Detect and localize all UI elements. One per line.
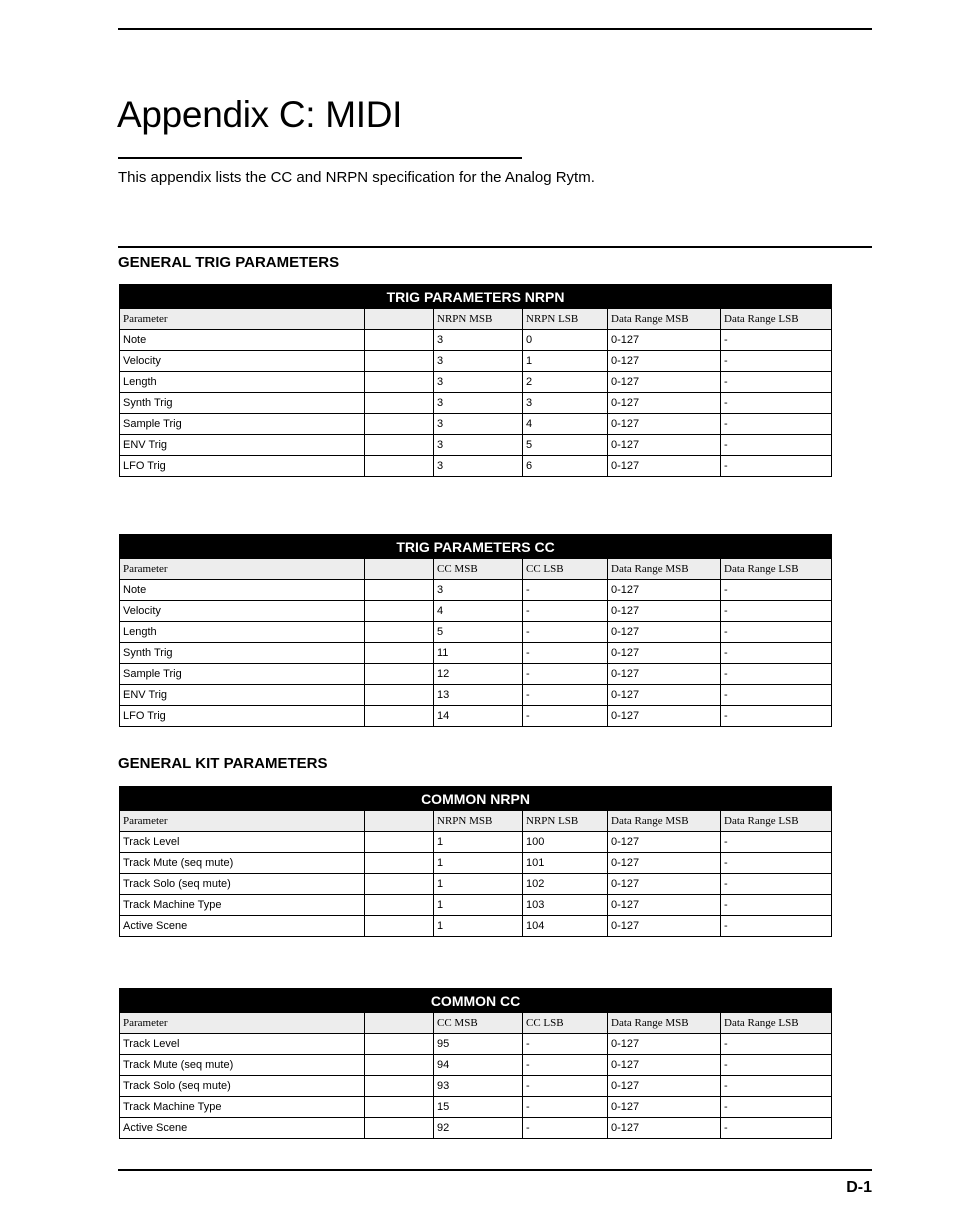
table-cell: ENV Trig xyxy=(120,685,365,706)
table-cell: 5 xyxy=(523,435,608,456)
table-row xyxy=(120,622,832,643)
column-header: Data Range MSB xyxy=(608,309,721,330)
intro-paragraph: This appendix lists the CC and NRPN specification for the Analog Rytm. xyxy=(118,169,595,186)
table-caption: TRIG PARAMETERS NRPN xyxy=(120,285,832,309)
table-cell: 4 xyxy=(523,414,608,435)
column-header: Parameter xyxy=(120,309,365,330)
column-header: NRPN LSB xyxy=(523,811,608,832)
table-cell: 14 xyxy=(434,706,523,727)
table-cell: - xyxy=(523,1118,608,1139)
table-row xyxy=(120,1097,832,1118)
column-header: Parameter xyxy=(120,559,365,580)
table-cell xyxy=(365,1055,434,1076)
table-row xyxy=(120,435,832,456)
table-row xyxy=(120,456,832,477)
column-header: CC MSB xyxy=(434,559,523,580)
table-cell: 3 xyxy=(434,456,523,477)
column-header: NRPN MSB xyxy=(434,309,523,330)
table-cell: - xyxy=(721,414,832,435)
table-cell: Track Level xyxy=(120,832,365,853)
table-cell: 0-127 xyxy=(608,351,721,372)
table-cell: 93 xyxy=(434,1076,523,1097)
table-cell: - xyxy=(721,1076,832,1097)
section-rule xyxy=(118,246,872,248)
table-cell xyxy=(365,456,434,477)
table-caption: TRIG PARAMETERS CC xyxy=(120,535,832,559)
table-cell: 6 xyxy=(523,456,608,477)
table-cell: 3 xyxy=(434,580,523,601)
table-row xyxy=(120,685,832,706)
column-header xyxy=(365,559,434,580)
table-cell xyxy=(365,351,434,372)
table-cell: - xyxy=(523,664,608,685)
table-cell: - xyxy=(721,643,832,664)
table-cell xyxy=(365,1076,434,1097)
table-cell xyxy=(365,832,434,853)
column-header: CC MSB xyxy=(434,1013,523,1034)
table-cell: - xyxy=(721,372,832,393)
title-underline xyxy=(118,157,522,159)
column-header: Data Range LSB xyxy=(721,559,832,580)
table-caption: COMMON NRPN xyxy=(120,787,832,811)
table-cell: - xyxy=(523,1076,608,1097)
table-cell xyxy=(365,916,434,937)
table-cell: - xyxy=(523,643,608,664)
section-heading-trig: GENERAL TRIG PARAMETERS xyxy=(118,254,340,271)
table-cell xyxy=(365,1097,434,1118)
table-cell xyxy=(365,1034,434,1055)
table-cell: 1 xyxy=(523,351,608,372)
common-nrpn-table xyxy=(119,786,832,937)
table-cell: 0-127 xyxy=(608,372,721,393)
table-cell: 0-127 xyxy=(608,706,721,727)
column-header: NRPN LSB xyxy=(523,309,608,330)
table-cell: Synth Trig xyxy=(120,643,365,664)
table-cell: 1 xyxy=(434,895,523,916)
table-cell xyxy=(365,643,434,664)
table-cell xyxy=(365,895,434,916)
table-cell: - xyxy=(721,393,832,414)
table-cell: Track Level xyxy=(120,1034,365,1055)
section-heading-kit: GENERAL KIT PARAMETERS xyxy=(118,755,328,772)
table-row xyxy=(120,895,832,916)
table-header-row xyxy=(120,559,832,580)
table-cell: - xyxy=(721,1055,832,1076)
table-row xyxy=(120,916,832,937)
table-cell xyxy=(365,393,434,414)
table-cell xyxy=(365,853,434,874)
table-cell: - xyxy=(523,580,608,601)
column-header: Data Range MSB xyxy=(608,559,721,580)
table-cell xyxy=(365,664,434,685)
table-row xyxy=(120,580,832,601)
column-header: Data Range LSB xyxy=(721,811,832,832)
table-cell: 0-127 xyxy=(608,1118,721,1139)
table-cell: Track Mute (seq mute) xyxy=(120,1055,365,1076)
table-cell: 3 xyxy=(434,372,523,393)
table-cell: LFO Trig xyxy=(120,706,365,727)
table-row xyxy=(120,643,832,664)
bottom-rule xyxy=(118,1169,872,1171)
table-cell: 2 xyxy=(523,372,608,393)
table-cell: 100 xyxy=(523,832,608,853)
table-cell: Sample Trig xyxy=(120,664,365,685)
table-cell xyxy=(365,435,434,456)
table-cell: 3 xyxy=(434,435,523,456)
column-header: Parameter xyxy=(120,811,365,832)
table-cell: 0-127 xyxy=(608,580,721,601)
table-cell: Synth Trig xyxy=(120,393,365,414)
table-caption: COMMON CC xyxy=(120,989,832,1013)
table-cell: - xyxy=(721,351,832,372)
table-cell: 1 xyxy=(434,853,523,874)
table-row xyxy=(120,1034,832,1055)
table-cell: 0-127 xyxy=(608,456,721,477)
table-cell: 3 xyxy=(523,393,608,414)
table-cell xyxy=(365,580,434,601)
table-cell: Track Solo (seq mute) xyxy=(120,874,365,895)
top-rule xyxy=(118,28,872,30)
table-cell: - xyxy=(523,601,608,622)
table-row xyxy=(120,1076,832,1097)
table-cell: 3 xyxy=(434,414,523,435)
table-row xyxy=(120,1055,832,1076)
table-cell: LFO Trig xyxy=(120,456,365,477)
table-cell: - xyxy=(721,580,832,601)
table-cell: 0-127 xyxy=(608,664,721,685)
column-header: Data Range LSB xyxy=(721,1013,832,1034)
table-row xyxy=(120,832,832,853)
table-cell: 0-127 xyxy=(608,330,721,351)
table-row xyxy=(120,1118,832,1139)
table-row xyxy=(120,414,832,435)
table-cell: 0-127 xyxy=(608,853,721,874)
common-cc-table xyxy=(119,988,832,1139)
table-cell: 0-127 xyxy=(608,1076,721,1097)
table-cell: - xyxy=(721,832,832,853)
table-cell: - xyxy=(721,622,832,643)
table-cell: 104 xyxy=(523,916,608,937)
table-cell: - xyxy=(721,1034,832,1055)
table-cell: Length xyxy=(120,372,365,393)
table-cell xyxy=(365,874,434,895)
table-cell: Track Mute (seq mute) xyxy=(120,853,365,874)
table-row xyxy=(120,393,832,414)
trig-nrpn-table xyxy=(119,284,832,477)
table-cell: - xyxy=(721,916,832,937)
table-cell xyxy=(365,1118,434,1139)
table-cell: Track Solo (seq mute) xyxy=(120,1076,365,1097)
table-cell: - xyxy=(721,1097,832,1118)
table-cell: Note xyxy=(120,330,365,351)
table-cell: 102 xyxy=(523,874,608,895)
column-header: CC LSB xyxy=(523,1013,608,1034)
column-header xyxy=(365,811,434,832)
table-cell: 5 xyxy=(434,622,523,643)
table-cell: 0-127 xyxy=(608,393,721,414)
column-header: CC LSB xyxy=(523,559,608,580)
table-cell: - xyxy=(721,435,832,456)
table-cell xyxy=(365,706,434,727)
table-cell: 12 xyxy=(434,664,523,685)
table-row xyxy=(120,330,832,351)
table-cell: Velocity xyxy=(120,601,365,622)
column-header: Data Range MSB xyxy=(608,1013,721,1034)
table-cell: - xyxy=(523,1034,608,1055)
table-cell: - xyxy=(523,622,608,643)
table-cell: Track Machine Type xyxy=(120,1097,365,1118)
table-cell: Length xyxy=(120,622,365,643)
table-cell: 0-127 xyxy=(608,435,721,456)
table-cell: - xyxy=(523,685,608,706)
table-cell: Velocity xyxy=(120,351,365,372)
table-cell: Active Scene xyxy=(120,1118,365,1139)
table-cell: 0-127 xyxy=(608,916,721,937)
table-cell: 0-127 xyxy=(608,1034,721,1055)
table-cell xyxy=(365,372,434,393)
table-header-row xyxy=(120,309,832,330)
table-cell: 13 xyxy=(434,685,523,706)
table-cell: 0-127 xyxy=(608,895,721,916)
table-row xyxy=(120,853,832,874)
table-cell: - xyxy=(721,853,832,874)
table-cell: 11 xyxy=(434,643,523,664)
table-cell: 0-127 xyxy=(608,622,721,643)
table-cell: 4 xyxy=(434,601,523,622)
table-cell: 0-127 xyxy=(608,601,721,622)
table-cell: - xyxy=(721,874,832,895)
table-row xyxy=(120,372,832,393)
table-cell: 3 xyxy=(434,351,523,372)
table-cell: - xyxy=(523,1055,608,1076)
table-cell: Sample Trig xyxy=(120,414,365,435)
table-row xyxy=(120,874,832,895)
table-cell: 103 xyxy=(523,895,608,916)
table-cell: 101 xyxy=(523,853,608,874)
table-row xyxy=(120,601,832,622)
column-header: NRPN MSB xyxy=(434,811,523,832)
table-cell: 3 xyxy=(434,330,523,351)
table-cell: 94 xyxy=(434,1055,523,1076)
table-cell: 0-127 xyxy=(608,1055,721,1076)
table-cell: 0-127 xyxy=(608,874,721,895)
table-cell: 95 xyxy=(434,1034,523,1055)
table-cell xyxy=(365,601,434,622)
table-cell: 1 xyxy=(434,832,523,853)
table-row xyxy=(120,706,832,727)
table-cell xyxy=(365,622,434,643)
table-cell xyxy=(365,685,434,706)
table-cell: Track Machine Type xyxy=(120,895,365,916)
table-cell: 0 xyxy=(523,330,608,351)
table-row xyxy=(120,351,832,372)
table-cell xyxy=(365,330,434,351)
column-header: Data Range LSB xyxy=(721,309,832,330)
table-header-row xyxy=(120,811,832,832)
table-cell: - xyxy=(523,706,608,727)
table-cell: - xyxy=(721,1118,832,1139)
table-cell: - xyxy=(721,330,832,351)
table-cell xyxy=(365,414,434,435)
column-header: Data Range MSB xyxy=(608,811,721,832)
table-cell: 0-127 xyxy=(608,1097,721,1118)
page-number: D-1 xyxy=(846,1179,872,1196)
table-cell: 0-127 xyxy=(608,685,721,706)
table-cell: 3 xyxy=(434,393,523,414)
table-cell: 0-127 xyxy=(608,643,721,664)
table-cell: - xyxy=(721,685,832,706)
table-cell: 0-127 xyxy=(608,832,721,853)
table-cell: 15 xyxy=(434,1097,523,1118)
table-row xyxy=(120,664,832,685)
table-cell: 0-127 xyxy=(608,414,721,435)
table-cell: - xyxy=(721,895,832,916)
column-header: Parameter xyxy=(120,1013,365,1034)
table-cell: - xyxy=(721,664,832,685)
table-cell: Note xyxy=(120,580,365,601)
table-cell: - xyxy=(721,456,832,477)
table-cell: Active Scene xyxy=(120,916,365,937)
column-header xyxy=(365,1013,434,1034)
table-cell: - xyxy=(523,1097,608,1118)
table-cell: - xyxy=(721,601,832,622)
table-cell: - xyxy=(721,706,832,727)
table-cell: 92 xyxy=(434,1118,523,1139)
table-cell: 1 xyxy=(434,916,523,937)
table-header-row xyxy=(120,1013,832,1034)
table-cell: 1 xyxy=(434,874,523,895)
trig-cc-table xyxy=(119,534,832,727)
column-header xyxy=(365,309,434,330)
page-title: Appendix C: MIDI xyxy=(117,94,403,135)
table-cell: ENV Trig xyxy=(120,435,365,456)
